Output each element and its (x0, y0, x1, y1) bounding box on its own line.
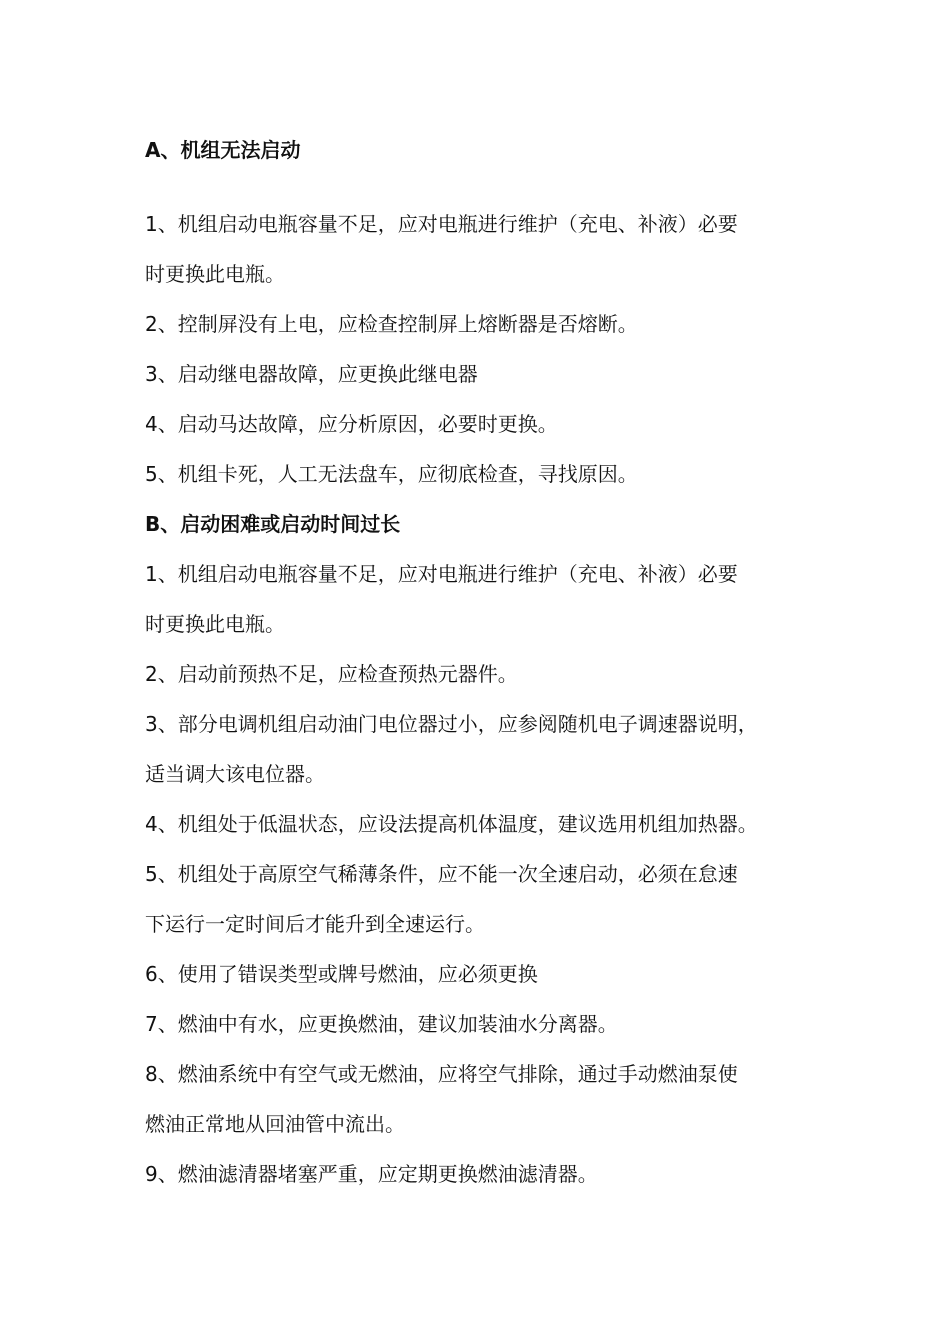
section-b-line-10: 7、燃油中有水，应更换燃油，建议加装油水分离器。 (145, 1012, 618, 1036)
section-a-line-5: 4、启动马达故障，应分析原因，必要时更换。 (145, 412, 558, 436)
section-b-line-13: 9、燃油滤清器堵塞严重，应定期更换燃油滤清器。 (145, 1162, 598, 1186)
section-a-line-2: 时更换此电瓶。 (145, 262, 285, 286)
section-b-line-11: 8、燃油系统中有空气或无燃油，应将空气排除，通过手动燃油泵使 (145, 1062, 738, 1086)
section-b-line-9: 6、使用了错误类型或牌号燃油，应必须更换 (145, 962, 538, 986)
section-b-line-2: 时更换此电瓶。 (145, 612, 285, 636)
section-a-line-1: 1、机组启动电瓶容量不足，应对电瓶进行维护（充电、补液）必要 (145, 212, 738, 236)
section-b-line-8: 下运行一定时间后才能升到全速运行。 (145, 912, 485, 936)
section-b-heading: B、启动困难或启动时间过长 (145, 512, 401, 536)
section-b-line-7: 5、机组处于高原空气稀薄条件，应不能一次全速启动，必须在怠速 (145, 862, 738, 886)
section-a-heading: A、机组无法启动 (145, 138, 301, 162)
section-b-line-4: 3、部分电调机组启动油门电位器过小，应参阅随机电子调速器说明， (145, 712, 758, 736)
section-b-line-6: 4、机组处于低温状态，应设法提高机体温度，建议选用机组加热器。 (145, 812, 758, 836)
section-b-line-12: 燃油正常地从回油管中流出。 (145, 1112, 405, 1136)
document-content (145, 125, 835, 1199)
section-b-line-3: 2、启动前预热不足，应检查预热元器件。 (145, 662, 518, 686)
section-b-line-5: 适当调大该电位器。 (145, 762, 325, 786)
section-a-line-3: 2、控制屏没有上电，应检查控制屏上熔断器是否熔断。 (145, 312, 638, 336)
section-a-line-6: 5、机组卡死，人工无法盘车，应彻底检查，寻找原因。 (145, 462, 638, 486)
section-a-line-4: 3、启动继电器故障，应更换此继电器 (145, 362, 478, 386)
section-b-line-1: 1、机组启动电瓶容量不足，应对电瓶进行维护（充电、补液）必要 (145, 562, 738, 586)
